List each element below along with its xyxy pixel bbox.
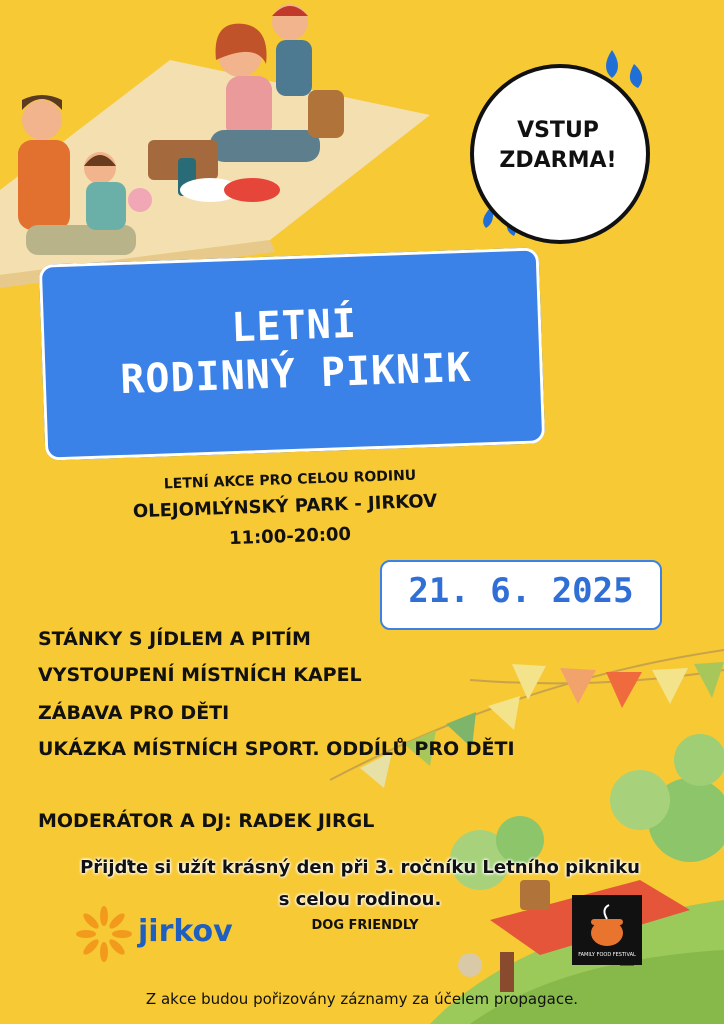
bunting-flags <box>360 662 724 788</box>
feature-item: ZÁBAVA PRO DĚTI <box>38 702 230 724</box>
event-subtitle: LETNÍ AKCE PRO CELOU RODINU <box>163 467 417 493</box>
tagline-line-1: Přijďte si užít krásný den při 3. ročníku Letního pikniku <box>80 857 640 878</box>
teddy-bear <box>128 188 152 212</box>
badge-line-2: ZDARMA! <box>499 148 617 173</box>
feature-item: STÁNKY S JÍDLEM A PITÍM <box>38 628 311 650</box>
father-figure <box>22 100 62 140</box>
title-line-1: LETNÍ <box>230 300 358 352</box>
dog-figure <box>458 953 482 977</box>
event-time: 11:00-20:00 <box>228 523 352 550</box>
tagline-line-2: s celou rodinou. <box>278 889 442 910</box>
footer-note: Z akce budou pořizovány záznamy za účelem propagace. <box>145 990 579 1008</box>
drop-icon <box>606 50 618 78</box>
family-food-festival-label: FAMILY FOOD FESTIVAL <box>578 952 636 958</box>
title-line-2: RODINNÝ PIKNIK <box>119 344 473 404</box>
dog-friendly-text: DOG FRIENDLY <box>311 918 419 933</box>
free-entry-text <box>482 116 634 176</box>
event-location: OLEJOMLÝNSKÝ PARK - JIRKOV <box>132 490 438 523</box>
feature-item: VYSTOUPENÍ MÍSTNÍCH KAPEL <box>38 664 362 686</box>
feature-item: UKÁZKA MÍSTNÍCH SPORT. ODDÍLŮ PRO DĚTI <box>38 738 515 760</box>
moderator-text: MODERÁTOR A DJ: RADEK JIRGL <box>38 810 375 832</box>
event-date: 21. 6. 2025 <box>408 571 634 611</box>
watermelon <box>224 178 280 202</box>
event-title <box>58 294 531 406</box>
jirkov-logo-text: jirkov <box>138 914 233 949</box>
badge-line-1: VSTUP <box>517 118 599 143</box>
